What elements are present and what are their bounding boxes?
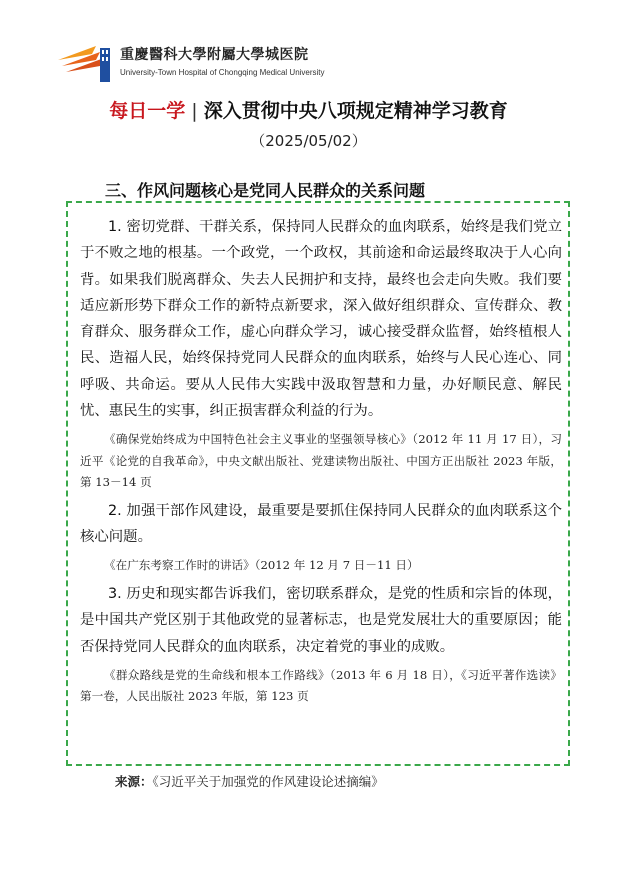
section-title: 三、作风问题核心是党同人民群众的关系问题	[105, 181, 426, 200]
page-title	[0, 96, 617, 123]
source-label: 来源：	[115, 774, 153, 789]
item-3-text: 3. 历史和现实都告诉我们，密切联系群众，是党的性质和宗旨的体现，是中国共产党区别于其他政党的显著标志，也是党发展壮大的重要原因；能否保持党同人民群众的血肉联系，决定着党的事业的成败。	[80, 585, 562, 655]
hospital-logo-icon	[56, 38, 112, 84]
hospital-name-en: University-Town Hospital of Chongqing Medical University	[120, 68, 325, 77]
item-2-citation: 《在广东考察工作时的讲话》（2012 年 12 月 7 日－11 日）	[104, 558, 419, 573]
date-line: （2025/05/02）	[250, 132, 367, 150]
item-1-text: 1. 密切党群、干群关系，保持同人民群众的血肉联系，始终是我们党立于不败之地的根基。一个政党，一个政权，其前途和命运最终取决于人心向背。如果我们脱离群众、失去人民拥护和支持，最终也会走向失败。我们要适应新形势下群众工作的新特点新要求，深入做好组织群众、宣传群众、教育群众、服务群众工作，虚心向群众学习，诚心接受群众监督，始终植根人民、造福人民，始终保持党同人民群众的血肉联系，始终与人民心连心、同呼吸、共命运。要从人民伟大实践中汲取智慧和力量，办好顺民意、解民忧、惠民生的实事，纠正损害群众利益的行为。	[80, 219, 562, 420]
title-main: 深入贯彻中央八项规定精神学习教育	[203, 100, 508, 122]
hospital-header	[56, 38, 576, 88]
item-2-text: 2. 加强干部作风建设，最重要是要抓住保持同人民群众的血肉联系这个核心问题。	[80, 502, 562, 546]
source-line	[115, 772, 384, 790]
source-text: 《习近平关于加强党的作风建设论述摘编》	[152, 774, 384, 789]
content-body	[80, 214, 562, 712]
item-1-citation: 《确保党始终成为中国特色社会主义事业的坚强领导核心》（2012 年 11 月 17 日），习近平《论党的自我革命》，中央文献出版社、党建读物出版社、中国方正出版社 2023 年版，第 13－14 页	[80, 432, 562, 490]
hospital-name-cn: 重慶醫科大學附屬大學城医院	[120, 47, 309, 63]
item-3-citation: 《群众路线是党的生命线和根本工作路线》（2013 年 6 月 18 日），《习近平著作选读》第一卷，人民出版社 2023 年版，第 123 页	[80, 667, 562, 704]
title-separator: |	[191, 100, 198, 122]
title-red-part: 每日一学	[109, 100, 186, 122]
